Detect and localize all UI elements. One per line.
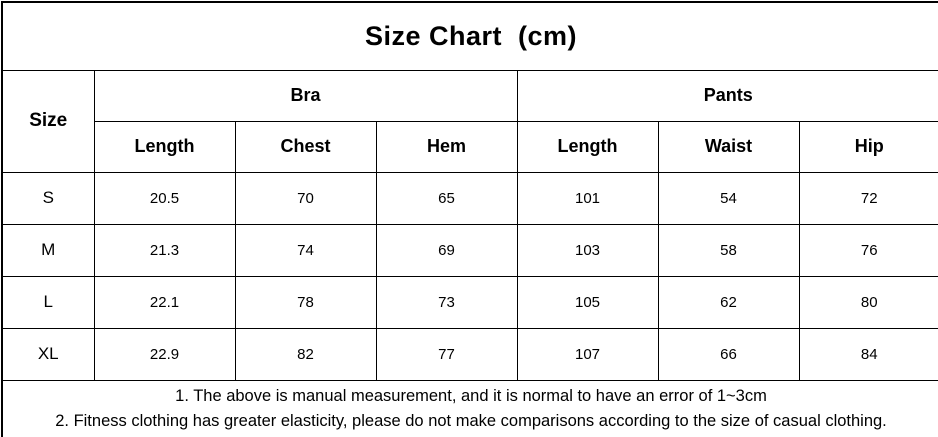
size-cell: M	[2, 224, 94, 276]
group-header-row	[2, 70, 938, 121]
value-cell: 74	[235, 224, 376, 276]
note-line-2: 2. Fitness clothing has greater elasticity, please do not make comparisons according to the size of casual clothing.	[55, 411, 887, 430]
size-cell: L	[2, 276, 94, 328]
size-cell: XL	[2, 328, 94, 380]
column-header-pants-waist: Waist	[658, 121, 799, 172]
value-cell: 21.3	[94, 224, 235, 276]
title-row	[2, 2, 938, 70]
table-row-m	[2, 224, 938, 276]
group-header-pants: Pants	[517, 70, 938, 121]
note-line-1: 1. The above is manual measurement, and it is normal to have an error of 1~3cm	[175, 386, 767, 405]
value-cell: 76	[799, 224, 938, 276]
size-chart-table	[1, 1, 938, 437]
sub-header-row	[2, 121, 938, 172]
table-row-s	[2, 172, 938, 224]
column-header-pants-hip: Hip	[799, 121, 938, 172]
value-cell: 73	[376, 276, 517, 328]
value-cell: 62	[658, 276, 799, 328]
column-header-bra-chest: Chest	[235, 121, 376, 172]
value-cell: 58	[658, 224, 799, 276]
column-header-bra-hem: Hem	[376, 121, 517, 172]
value-cell: 22.9	[94, 328, 235, 380]
value-cell: 20.5	[94, 172, 235, 224]
value-cell: 82	[235, 328, 376, 380]
page-title: Size Chart (cm)	[2, 2, 938, 70]
column-header-bra-length: Length	[94, 121, 235, 172]
size-cell: S	[2, 172, 94, 224]
notes-row	[2, 380, 938, 437]
value-cell: 66	[658, 328, 799, 380]
value-cell: 54	[658, 172, 799, 224]
column-header-size: Size	[2, 70, 94, 172]
value-cell: 77	[376, 328, 517, 380]
value-cell: 105	[517, 276, 658, 328]
value-cell: 69	[376, 224, 517, 276]
value-cell: 101	[517, 172, 658, 224]
value-cell: 22.1	[94, 276, 235, 328]
table-row-l	[2, 276, 938, 328]
value-cell: 65	[376, 172, 517, 224]
value-cell: 103	[517, 224, 658, 276]
value-cell: 107	[517, 328, 658, 380]
value-cell: 72	[799, 172, 938, 224]
notes-cell	[2, 380, 938, 437]
value-cell: 80	[799, 276, 938, 328]
column-header-pants-length: Length	[517, 121, 658, 172]
group-header-bra: Bra	[94, 70, 517, 121]
value-cell: 78	[235, 276, 376, 328]
table-row-xl	[2, 328, 938, 380]
value-cell: 70	[235, 172, 376, 224]
value-cell: 84	[799, 328, 938, 380]
